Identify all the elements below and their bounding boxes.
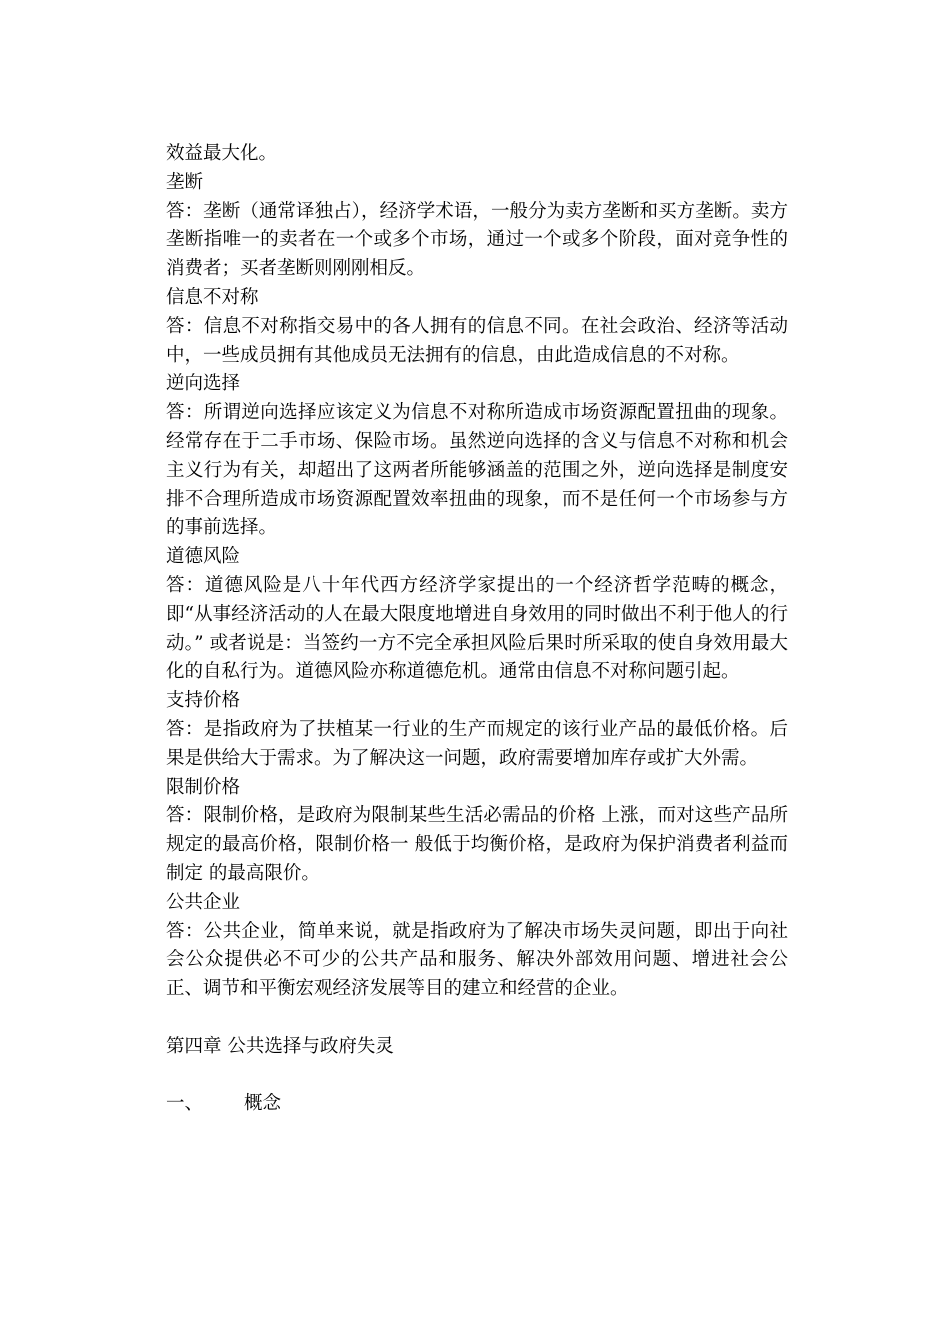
entry-term: 支持价格 xyxy=(166,690,241,712)
entry-term: 公共企业 xyxy=(166,891,241,913)
section-number: 一、 xyxy=(166,1093,204,1115)
glossary-entry-support-price xyxy=(166,687,788,773)
lead-text: 效益最大化。 xyxy=(166,143,278,164)
entry-answer: 答：道德风险是八十年代西方经济学家提出的一个经济哲学范畴的概念，即“从事经济活动的人在最大限度地增进自身效用的同时做出不利于他人的行动。” 或者说是：当签约一方不完全承担风险后果时所采取的使自身效用最大化的自私行为。道德风险亦称道德危机。通常由信息不对称问题引起。 xyxy=(166,574,788,683)
section-title: 概念 xyxy=(244,1093,282,1115)
glossary-entry-adverse-selection xyxy=(166,370,788,543)
entry-answer: 答：是指政府为了扶植某一行业的生产而规定的该行业产品的最低价格。后果是供给大于需求。为了解决这一问题，政府需要增加库存或扩大外需。 xyxy=(166,718,788,769)
glossary-entry-price-ceiling xyxy=(166,774,788,889)
entry-answer: 答：垄断（通常译独占），经济学术语，一般分为卖方垄断和买方垄断。卖方垄断指唯一的卖者在一个或多个市场，通过一个或多个阶段，面对竞争性的消费者；买者垄断则刚刚相反。 xyxy=(166,200,788,280)
entry-term: 信息不对称 xyxy=(166,286,259,308)
glossary-entry-moral-hazard xyxy=(166,543,788,687)
entry-term: 逆向选择 xyxy=(166,373,241,395)
glossary-entry-monopoly xyxy=(166,169,788,284)
entry-answer: 答：限制价格，是政府为限制某些生活必需品的价格 上涨，而对这些产品所规定的最高价格，限制价格一 般低于均衡价格，是政府为保护消费者利益而制定 的最高限价。 xyxy=(166,805,788,884)
entry-term: 道德风险 xyxy=(166,546,241,568)
glossary-entry-public-enterprise xyxy=(166,889,788,1004)
entry-answer: 答：公共企业，简单来说，就是指政府为了解决市场失灵问题，即出于向社会公众提供必不可少的公共产品和服务、解决外部效用问题、增进社会公正、调节和平衡宏观经济发展等目的建立和经营的企业。 xyxy=(166,920,788,1000)
entry-answer: 答：所谓逆向选择应该定义为信息不对称所造成市场资源配置扭曲的现象。经常存在于二手市场、保险市场。虽然逆向选择的含义与信息不对称和机会主义行为有关，却超出了这两者所能够涵盖的范围之外，逆向选择是制度安排不合理所造成市场资源配置效率扭曲的现象，而不是任何一个市场参与方的事前选择。 xyxy=(166,402,788,539)
section-heading xyxy=(166,1090,788,1119)
entry-answer: 答：信息不对称指交易中的各人拥有的信息不同。在社会政治、经济等活动中，一些成员拥有其他成员无法拥有的信息，由此造成信息的不对称。 xyxy=(166,315,788,366)
entry-term: 限制价格 xyxy=(166,776,241,798)
glossary-entry-information-asymmetry xyxy=(166,284,788,370)
entry-term: 垄断 xyxy=(166,171,204,193)
chapter-heading: 第四章 公共选择与政府失灵 xyxy=(166,1035,394,1057)
document-body xyxy=(166,140,788,1138)
